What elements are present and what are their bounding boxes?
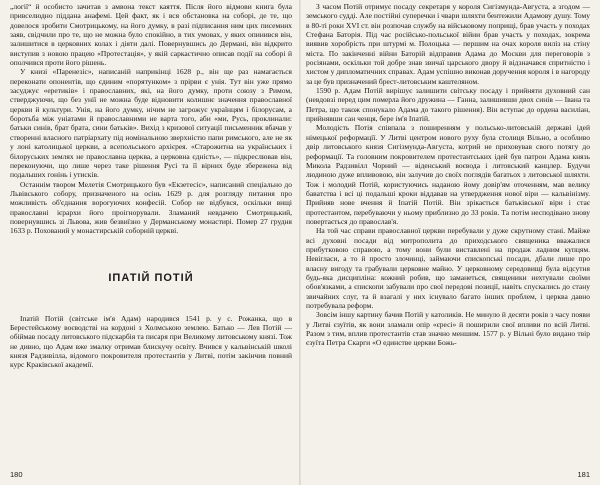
paragraph: Іпатій Потій (світське ім'я Адам) народився 1541 р. у с. Рожанка, що в Берестейському воєводстві на кордоні з Холмською землею. Батько — Лев Потій — обіймав посаду литовського підскарбія та писаря при Великому литовському князі. Тож не дивно, що Адам вже змалку отримав блискучу освіту. Вчився у кальвінській школі князя Радзивілла, відомого покровителя протестантів у Литві, потім закінчив повний курс Краківської академії. [10,313,292,370]
paragraph: Останнім твором Мелетія Смотрицького був «Екзетесіс», написаний спеціально до Львівського собору, призначеного на осінь 1629 р. для розгляду питання про можливість об'єднання ворогуючих конфесій. Собор не відбувся, оскільки вищі православні ієрархи його проігнорували. Зламаний невдачею Смотрицький, повернувшись зі Львова, жив безвиїзно у Дерманському монастирі. Помер 27 грудня 1633 р. Похований у монастирській соборній церкві. [10,179,292,236]
paragraph: Зовсім іншу картину бачив Потій у католиків. Не минуло й десяти років з часу появи у Литві єзуїтів, як вони зламали опір «єресі» й поширили свої впливи по всій Литві. Разом з тим, вплив протестантів став значно меншим. 1577 р. у Вільні було видано твір єзуїта Петра Скарги «О единстве церкви Божь- [306,310,590,348]
paragraph: 1590 р. Адам Потій вирішує залишити світську посаду і прийняти духовний сан (невдовзі перед цим померла його дружина — Ганна, залишивши двох синів — Івана та Петра, що також спонукало Адама до такого рішення). Він вступає до ордена василіан, прийнявши сан ченця, бере ім'я Іпатій. [306,86,590,124]
paragraph: Молодість Потія співпала з поширенням у польсько-литовській державі ідей німецької реформації. У Литві центром нового руху була столиця Вільно, а особливо двір литовського князя Сигізмунда-Августа, котрий не приховував свого потягу до реформації. Та головним покровителем протестантських ідей був патрон Адама князь Микола Радзивілл Чорний — віденський воєвода і литовський канцлер. Будучи людиною дуже впливовою, він залучив до своїх поглядів багатьох з литовської шляхти. Тож і молодий Потій, користуючись наданою йому довір'ям оточенням, мав велику баватства і всі ці подальші кроки віддавав на утвердження нової віри — кальвінізму. Прийняв нове вчення й Іпатій Потій. Він зрікається батьківської віри і стає протестантом, перебуваючи у ньому приблизно до 33 років. Та потім несподівано знову повертається до православ'я. [306,123,590,226]
paragraph: У книзі «Паренезіс», написаній наприкінці 1628 р., він ще раз намагається переконати опонентів, що єдиним «порятунком» з прірви є унія. Тут він уже прямо засуджує «еретиків» і православних, які, на його думку, проти союзу з Римом, стверджуючи, що без унії не можна буде відновити колишнє значення православної церкви й культури. Унія, на його думку, нічим не загрожує українцям і білорусам, а боротьба між уніатами й православними не варта того, аби «ми, Русь, проклинали: батьки синів, брат брата, сини батьків». Вихід з кризової ситуації письменник вбачав у створенні власного патріархату під номінальною зверхністю папи римського, але не як у лоні католицької церкви, а всепольського архієрея. «Старожитна на українських і білоруських землях не православна церква, а церковна єдність», — підкреслював він, переконуючи, що лише через таке рішення Русі та її вірних буде збережена від подальших гонінь і утисків. [10,67,292,180]
paragraph: На той час справи православної церкви перебували у дуже скрутному стані. Майже всі духовні посади від митрополита до приходського священика вважалися прибутковою справою, а тому вони були виставлені на продаж ладним купцям. Невігласи, а то й просто злочинці, займаючи єпископські посади, дбали лише про власну вигоду та грабували церковне майно. У церковному середовищі була відсутня будь-яка дисципліна: кожний робив, що заманеться, священики нехтували своїми обов'язками, а єпископи забували про свої передові позиції, навіть спускались до стану звичайних слуг, та й взагалі у них існувало багато інших проблем, і церква давно потребувала реформ. [306,226,590,310]
page-number: 180 [10,470,23,479]
paragraph: „логії“ й особисто зачитав з амвона текст каяття. Після його відмови книга була привселюдно піддана анафемі. Цей факт, як і вся обстановка на соборі, де те, що довелося зробити Смотрицькому, на його думку, в разі підписання ним цих писемних заяв, свідчили про те, що не можна було спокійно, в тих умовах, у яких опинився він, залишитися в церковних колах і діяти далі. Повернувшись до Дермані, він відкрито виступив з новою працею «Протестація», у якій саркастично описав події на соборі й ополчився проти його рішень. [10,2,292,68]
right-page [300,0,600,485]
paragraph: З часом Потій отримує посаду секретаря у короля Сигізмунда-Августа, а згодом — земського судді. Але постійні суперечки і чвари шляхти бентежили Адамову душу. Тому в 80-ті роки XVI ст. він розпочав службу на військовому поприщі, брав участь у походах Стефана Баторія. Під час російсько-польської війни брав участь у походах, зокрема виявив хоробрість при штурмі м. Полоцька — першим на очах короля виліз на стіну міста. По закінченні війни Баторій відправив Адама до Москви для переговорів з росіянами, оскільки той добре знав звичаї царського двору й відзначався спритністю і хистом у дипломатичних справах. Адам успішно виконав доручення короля і в нагороду за це був призначений брест-литовським каштеляном. [306,2,590,86]
chapter-heading: ІПАТІЙ ПОТІЙ [108,271,194,284]
page-number: 181 [577,470,590,479]
